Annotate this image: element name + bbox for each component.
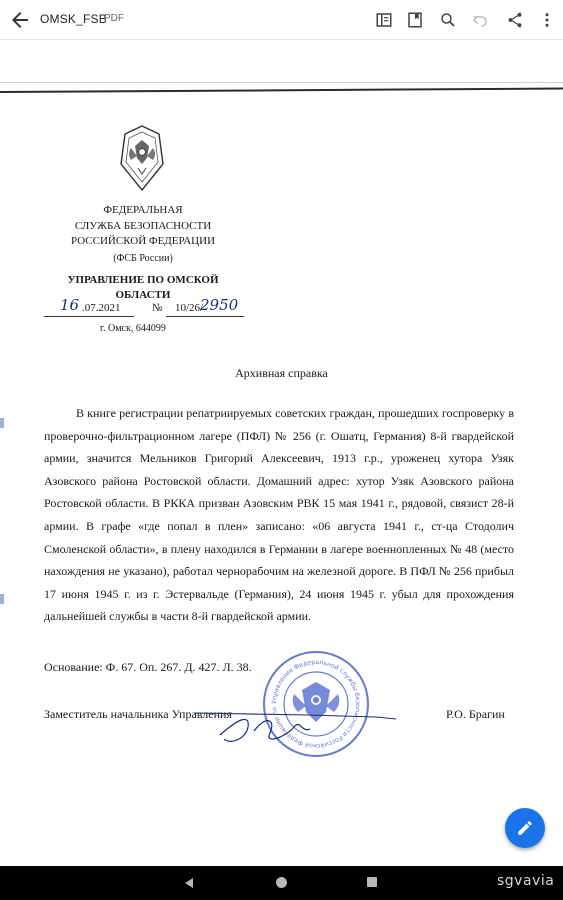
number-prefix: 10/26/ xyxy=(175,302,204,314)
handwritten-signature xyxy=(190,705,400,753)
organization-abbr: (ФСБ России) xyxy=(113,253,173,264)
more-vert-icon[interactable] xyxy=(535,8,559,32)
scan-edge-mark xyxy=(0,594,4,604)
organization-name xyxy=(45,203,241,250)
nav-recents-icon[interactable] xyxy=(367,877,377,887)
file-type-label: PDF xyxy=(104,13,124,24)
org-line-3: РОССИЙСКОЙ ФЕДЕРАЦИИ xyxy=(70,235,216,247)
page-divider xyxy=(0,82,563,83)
watermark-text: sgvavia xyxy=(497,873,555,889)
nav-home-icon[interactable] xyxy=(276,877,287,888)
back-arrow-icon[interactable] xyxy=(8,8,32,32)
bookmark-icon[interactable] xyxy=(403,8,427,32)
share-icon[interactable] xyxy=(503,8,527,32)
date-day-handwritten: 16 xyxy=(60,296,80,314)
number-underline xyxy=(166,316,244,317)
outline-icon[interactable] xyxy=(372,8,396,32)
stamp-ring-text: Управление Федеральной службы безопасности Российской Федерации по xyxy=(270,658,362,750)
system-nav-bar xyxy=(0,866,563,900)
fsb-emblem xyxy=(117,124,167,194)
org-line-2: СЛУЖБА БЕЗОПАСНОСТИ xyxy=(74,219,212,232)
number-handwritten: 2950 xyxy=(200,296,239,314)
city-address: г. Омск, 644099 xyxy=(100,323,166,334)
dept-line-2: ОБЛАСТИ xyxy=(115,289,171,301)
edit-pencil-icon xyxy=(516,819,534,837)
date-underline xyxy=(44,316,134,317)
date-text: .07.2021 xyxy=(82,302,121,314)
dept-line-1: УПРАВЛЕНИЕ ПО ОМСКОЙ xyxy=(67,274,219,286)
search-icon[interactable] xyxy=(436,8,460,32)
document-title: OMSK_FSB xyxy=(40,12,107,26)
nav-back-icon[interactable] xyxy=(183,876,195,894)
scan-edge-mark xyxy=(0,418,4,428)
org-line-1: ФЕДЕРАЛЬНАЯ xyxy=(103,204,183,216)
app-toolbar xyxy=(0,0,563,40)
edit-fab-button[interactable] xyxy=(505,808,545,848)
undo-icon[interactable] xyxy=(468,8,492,32)
basis-reference: Основание: Ф. 67. Оп. 267. Д. 427. Л. 38. xyxy=(44,660,252,674)
signer-title: Заместитель начальника Управления xyxy=(44,707,232,721)
signer-name: Р.О. Брагин xyxy=(446,707,505,721)
document-title-heading: Архивная справка xyxy=(235,366,328,380)
document-body: В книге регистрации репатриируемых советских граждан, прошедших госпроверку в проверочно-фильтрационном лагере (ПФЛ) № 256 (г. Ошатц, Германия) 8-й гвардейской армии, значится Мельников Григорий Алексеевич, 1913 г.р., уроженец хутора Узяк Азовского района Ростовской области. Домашний адрес: хутор Узяк Азовского района Ростовской области. В РККА призван Азовским РВК 15 мая 1941 г., рядовой, связист 28-й армии. В графе «где попал в плен» записано: «06 августа 1941 г., ст-ца Стодолич Смоленской области», в плену находился в Германии в лагере военнопленных № 48 (место нахождения не указано), работал чернорабочим на железной дороге. В ПФЛ № 256 прибыл 17 июня 1945 г. из г. Эстервальде (Германия), 24 июня 1945 г. убыл для прохождения дальнейшей службы в части 8-й гвардейской армии. xyxy=(44,406,514,624)
number-label: № xyxy=(152,302,163,314)
